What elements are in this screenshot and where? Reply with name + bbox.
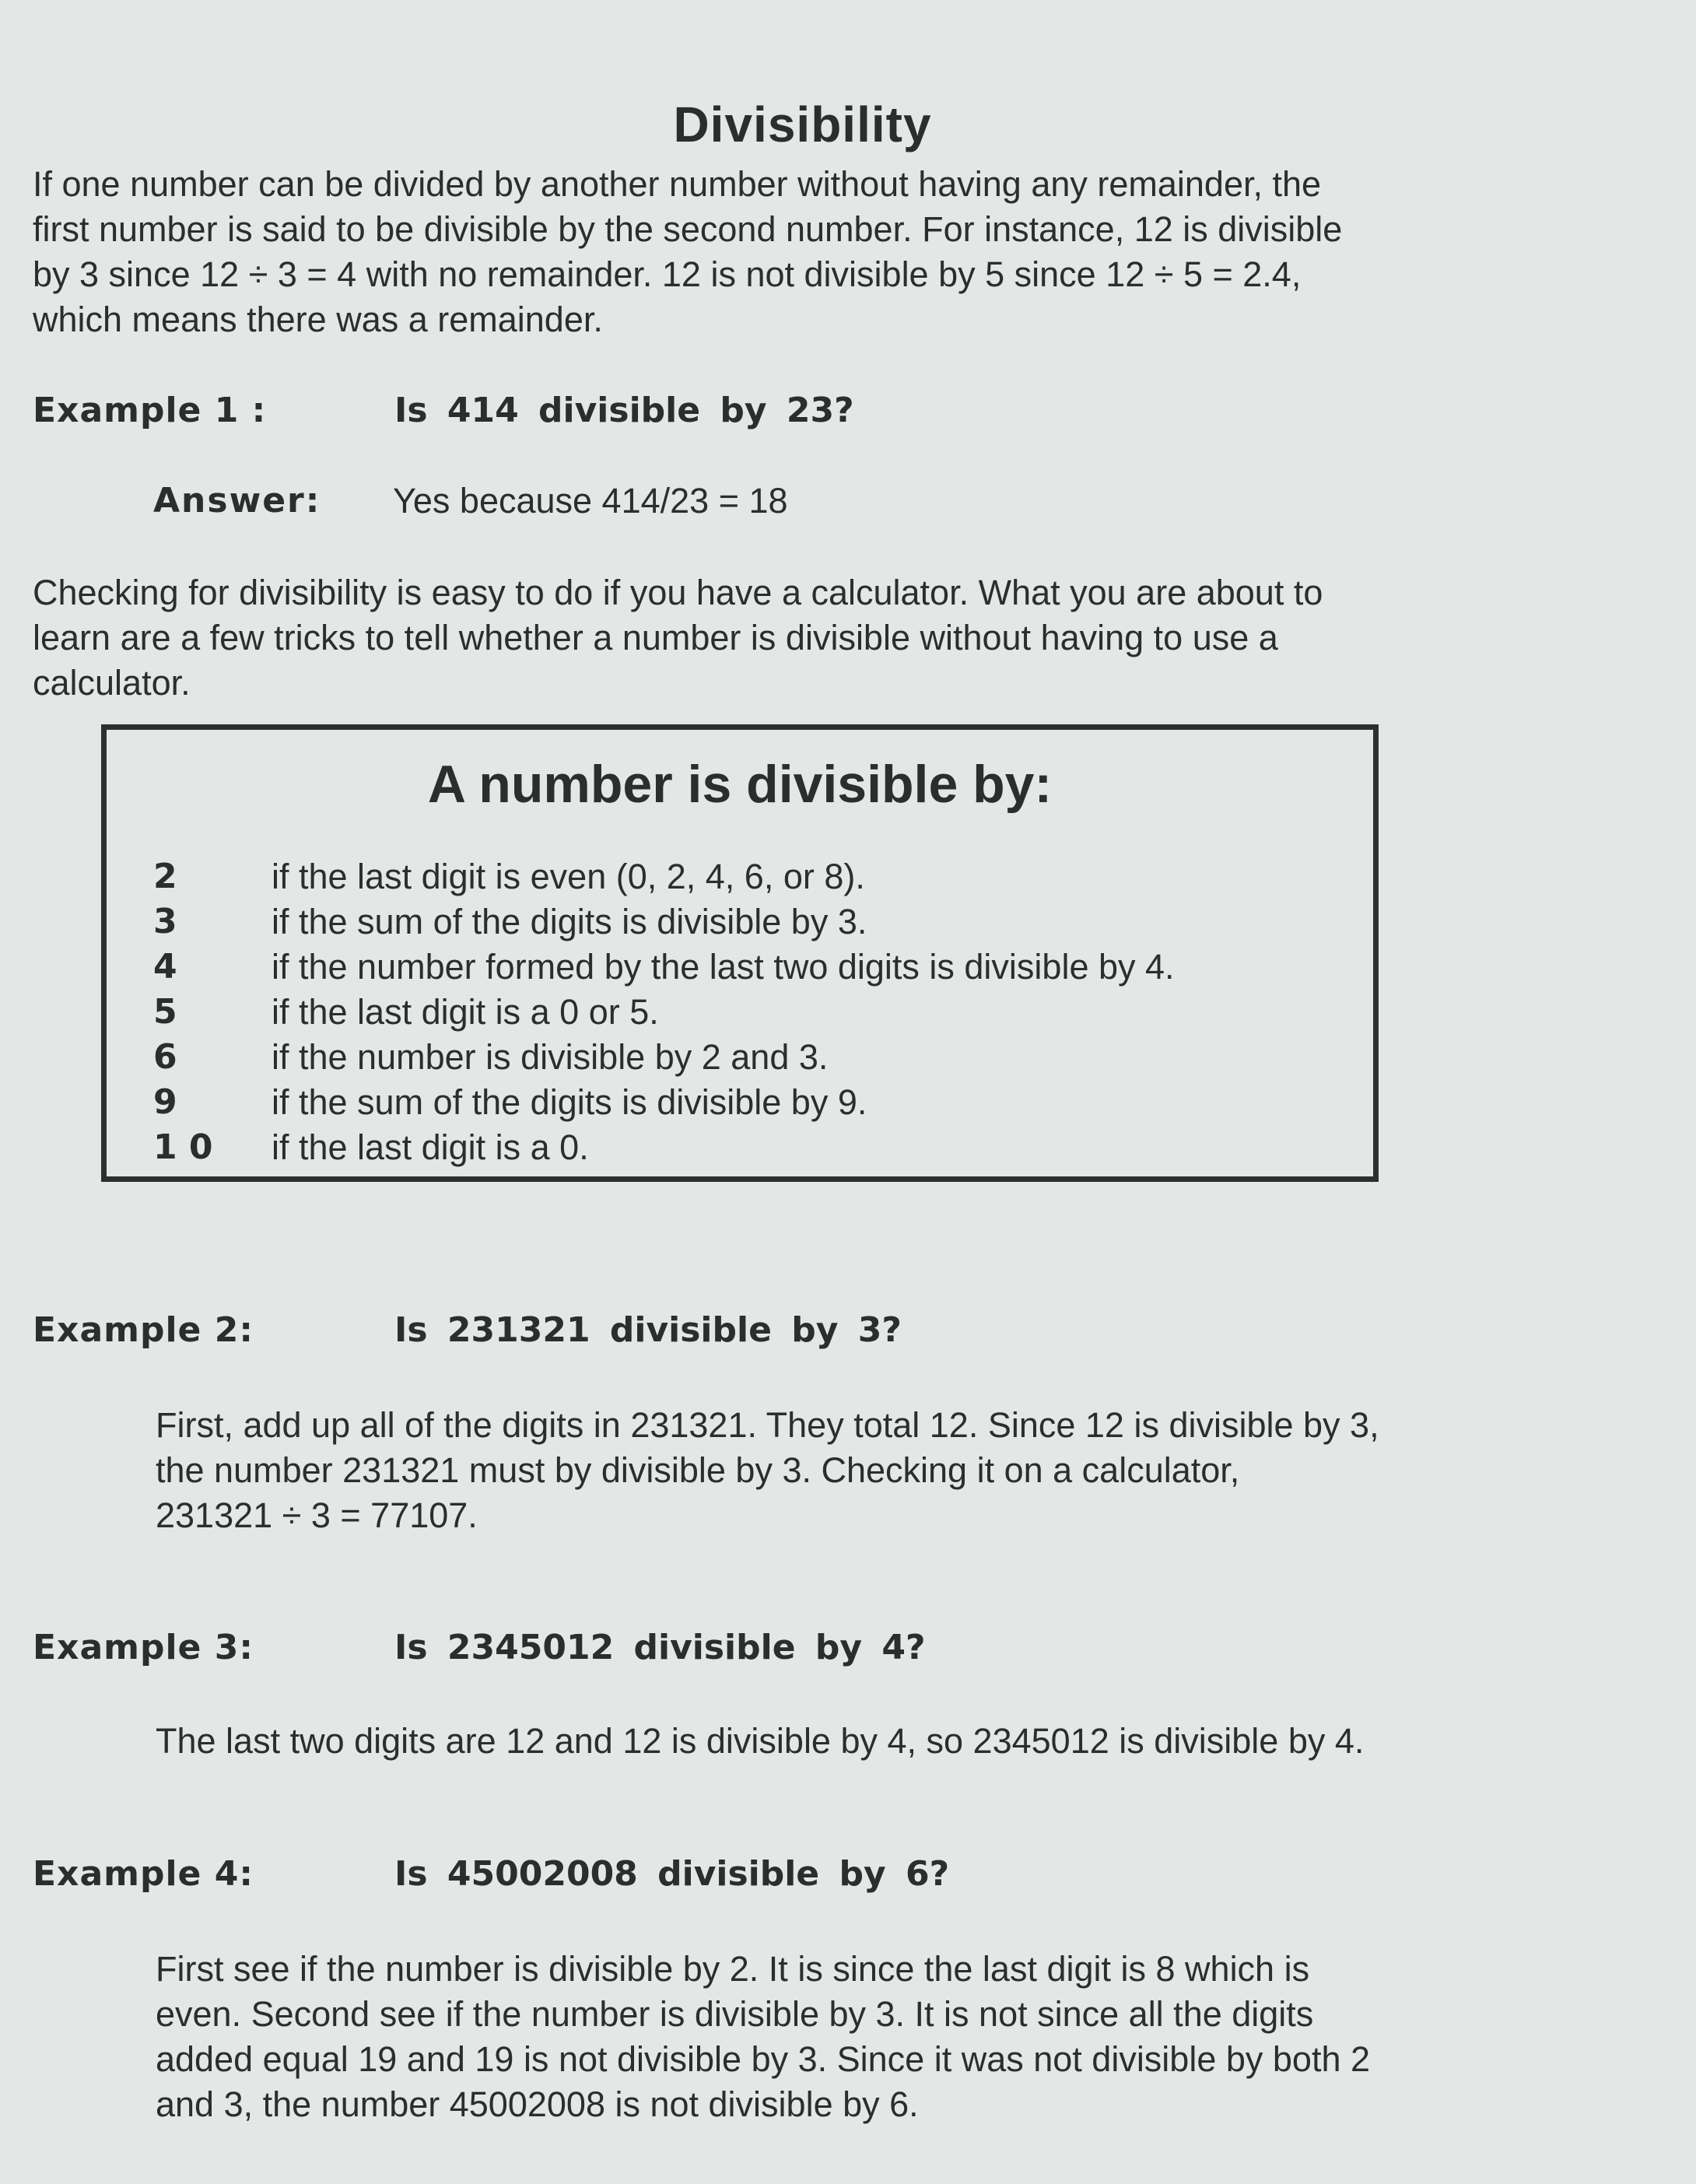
divisibility-rules-box [101, 724, 1379, 1182]
rule-number: 4 [153, 947, 177, 987]
rule-text: if the sum of the digits is divisible by 9. [272, 1082, 867, 1122]
intro-line: first number is said to be divisible by the second number. For instance, 12 is divisible [33, 209, 1343, 249]
example-2-label: Example 2: [33, 1310, 254, 1350]
example-2-line: 231321 ÷ 3 = 77107. [156, 1495, 478, 1535]
page-title: Divisibility [673, 96, 932, 152]
intro-line: by 3 since 12 ÷ 3 = 4 with no remainder. 12 is not divisible by 5 since 12 ÷ 5 = 2.4, [33, 254, 1302, 294]
calculator-note-line: learn are a few tricks to tell whether a number is divisible without having to use a [33, 618, 1278, 657]
rule-number: 1 0 [153, 1127, 213, 1167]
example-1-question: Is 414 divisible by 23? [394, 391, 854, 430]
rule-number: 6 [153, 1037, 177, 1077]
rules-heading: A number is divisible by: [427, 755, 1053, 814]
example-4-line: added equal 19 and 19 is not divisible by 3. Since it was not divisible by both 2 [156, 2039, 1371, 2079]
intro-paragraph [33, 162, 1628, 342]
rule-item [153, 899, 1175, 945]
rule-item [153, 945, 1175, 990]
rule-item [153, 854, 1175, 899]
rule-item [153, 1035, 1175, 1080]
example-3-question: Is 2345012 divisible by 4? [394, 1628, 926, 1667]
rule-text: if the number is divisible by 2 and 3. [272, 1037, 829, 1077]
rule-text: if the last digit is a 0. [272, 1127, 589, 1167]
example-2-line: First, add up all of the digits in 231321. They total 12. Since 12 is divisible by 3, [156, 1405, 1379, 1445]
calculator-note-line: calculator. [33, 663, 191, 703]
answer-text: Yes because 414/23 = 18 [393, 481, 788, 521]
example-4-line: even. Second see if the number is divisible by 3. It is not since all the digits [156, 1994, 1314, 2034]
example-4-question: Is 45002008 divisible by 6? [394, 1854, 950, 1894]
example-4-label: Example 4: [33, 1854, 254, 1894]
rule-text: if the sum of the digits is divisible by 3. [272, 902, 867, 941]
example-3-label: Example 3: [33, 1628, 254, 1667]
example-2-line: the number 231321 must by divisible by 3. Checking it on a calculator, [156, 1450, 1240, 1490]
intro-line: which means there was a remainder. [33, 300, 603, 339]
example-3-body [156, 1719, 1634, 1764]
rule-number: 5 [153, 992, 177, 1032]
rule-text: if the last digit is a 0 or 5. [272, 992, 659, 1032]
example-4-line: and 3, the number 45002008 is not divisible by 6. [156, 2084, 919, 2124]
example-2-body [156, 1403, 1634, 1538]
rule-item [153, 1125, 1175, 1170]
rule-number: 9 [153, 1082, 177, 1122]
example-4-body [156, 1947, 1634, 2127]
calculator-note [33, 570, 1628, 706]
example-3-line: The last two digits are 12 and 12 is divisible by 4, so 2345012 is divisible by 4. [156, 1721, 1365, 1761]
intro-line: If one number can be divided by another number without having any remainder, the [33, 164, 1322, 204]
rule-number: 3 [153, 902, 177, 941]
rules-list [153, 854, 1175, 1170]
example-2-question: Is 231321 divisible by 3? [394, 1310, 902, 1350]
rule-number: 2 [153, 857, 177, 896]
rule-text: if the number formed by the last two digits is divisible by 4. [272, 947, 1175, 987]
example-4-line: First see if the number is divisible by 2. It is since the last digit is 8 which is [156, 1949, 1310, 1989]
rule-item [153, 990, 1175, 1035]
rule-text: if the last digit is even (0, 2, 4, 6, or 8). [272, 857, 865, 896]
example-1-label: Example 1 : [33, 391, 267, 430]
calculator-note-line: Checking for divisibility is easy to do if you have a calculator. What you are about to [33, 573, 1323, 612]
rule-item [153, 1080, 1175, 1125]
answer-label: Answer: [153, 481, 321, 521]
